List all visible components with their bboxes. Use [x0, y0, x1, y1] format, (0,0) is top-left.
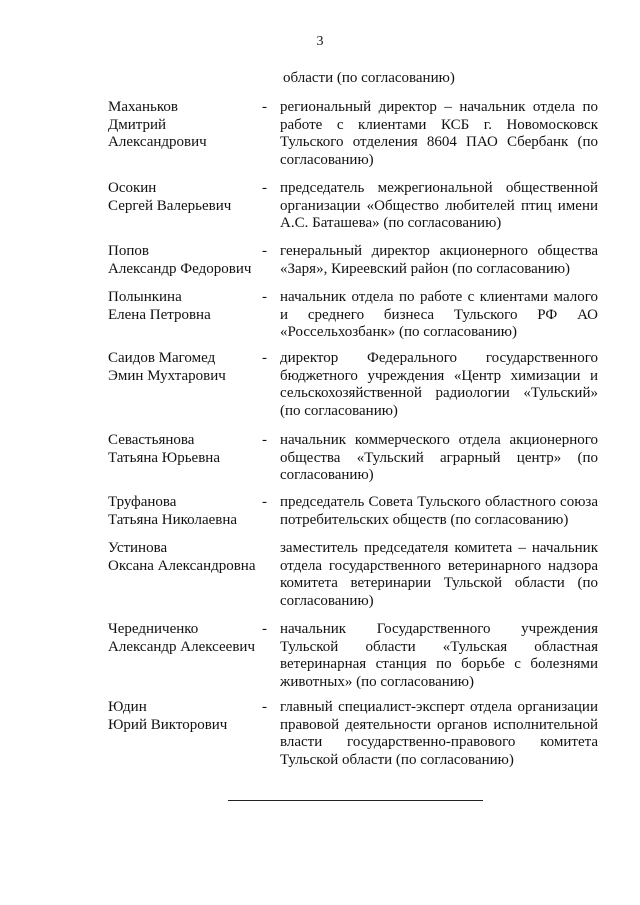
member-given-name: Сергей Валерьевич	[108, 197, 232, 214]
member-name	[108, 180, 258, 215]
member-position: генеральный директор акционерного общества «Заря», Киреевский район (по согласованию)	[280, 243, 598, 277]
member-position: региональный директор – начальник отдела по работе с клиентами КСБ г. Новомосковск Тульского отделения 8604 ПАО Сбербанк (по согласованию)	[280, 99, 598, 168]
member-surname: Труфанова	[108, 494, 177, 510]
member-position: председатель межрегиональной общественной организации «Общество любителей птиц имени А.С. Баташева» (по согласованию)	[280, 180, 598, 231]
member-position: главный специалист-эксперт отдела организации правовой деятельности органов исполнительной власти государственно-правового комитета Тульской области (по согласованию)	[280, 699, 598, 768]
member-surname: Чередниченко	[108, 621, 199, 637]
member-name	[108, 432, 258, 467]
member-position: начальник коммерческого отдела акционерного общества «Тульский аграрный центр» (по согласованию)	[280, 432, 598, 483]
member-given-name: Юрий Викторович	[108, 716, 228, 733]
member-given-name: Александр Федорович	[108, 260, 252, 277]
member-surname: Саидов Магомед	[108, 350, 216, 366]
entry-dash: -	[262, 494, 267, 510]
entry-dash: -	[262, 432, 267, 448]
page-number: 3	[316, 34, 324, 49]
member-patronymic: Александрович	[108, 134, 207, 150]
member-surname: Маханьков	[108, 99, 178, 115]
member-name	[108, 699, 258, 734]
member-position: начальник Государственного учреждения Тульской области «Тульская областная ветеринарная станция по борьбе с болезнями животных» (по согласованию)	[280, 621, 598, 690]
member-name	[108, 540, 258, 575]
member-name	[108, 350, 258, 385]
member-name	[108, 621, 258, 656]
entry-dash: -	[262, 243, 267, 259]
member-surname: Попов	[108, 243, 149, 259]
member-given-name: Елена Петровна	[108, 306, 211, 323]
entry-dash: -	[262, 180, 267, 196]
member-name	[108, 243, 258, 278]
member-given-name: Эмин Мухтарович	[108, 367, 226, 384]
member-surname: Севастьянова	[108, 432, 195, 448]
member-surname: Юдин	[108, 699, 147, 715]
entry-dash: -	[262, 699, 267, 715]
member-surname: Осокин	[108, 180, 157, 196]
member-given-name: Александр Алексеевич	[108, 638, 255, 655]
entry-dash: -	[262, 621, 267, 637]
member-given-name: Оксана Александровна	[108, 557, 256, 574]
entry-dash: -	[262, 350, 267, 366]
member-given-name: Дмитрий	[108, 116, 167, 133]
member-position: заместитель председателя комитета – начальник отдела государственного ветеринарного надзора комитета ветеринарии Тульской области (по согласованию)	[280, 540, 598, 609]
member-name	[108, 99, 258, 152]
member-surname: Устинова	[108, 540, 168, 556]
member-given-name: Татьяна Николаевна	[108, 511, 238, 528]
member-name	[108, 289, 258, 324]
member-name	[108, 494, 258, 529]
entry-dash: -	[262, 99, 267, 115]
entry-dash: -	[262, 289, 267, 305]
member-given-name: Татьяна Юрьевна	[108, 449, 220, 466]
member-surname: Полынкина	[108, 289, 182, 305]
member-position: начальник отдела по работе с клиентами малого и среднего бизнеса Тульского РФ АО «Россельхозбанк» (по согласованию)	[280, 289, 598, 340]
closing-rule	[228, 800, 483, 801]
continuation-text: области (по согласованию)	[283, 70, 455, 86]
member-position: председатель Совета Тульского областного союза потребительских обществ (по согласованию)	[280, 494, 598, 528]
member-position: директор Федерального государственного бюджетного учреждения «Центр химизации и сельскохозяйственной радиологии «Тульский» (по согласованию)	[280, 350, 598, 419]
